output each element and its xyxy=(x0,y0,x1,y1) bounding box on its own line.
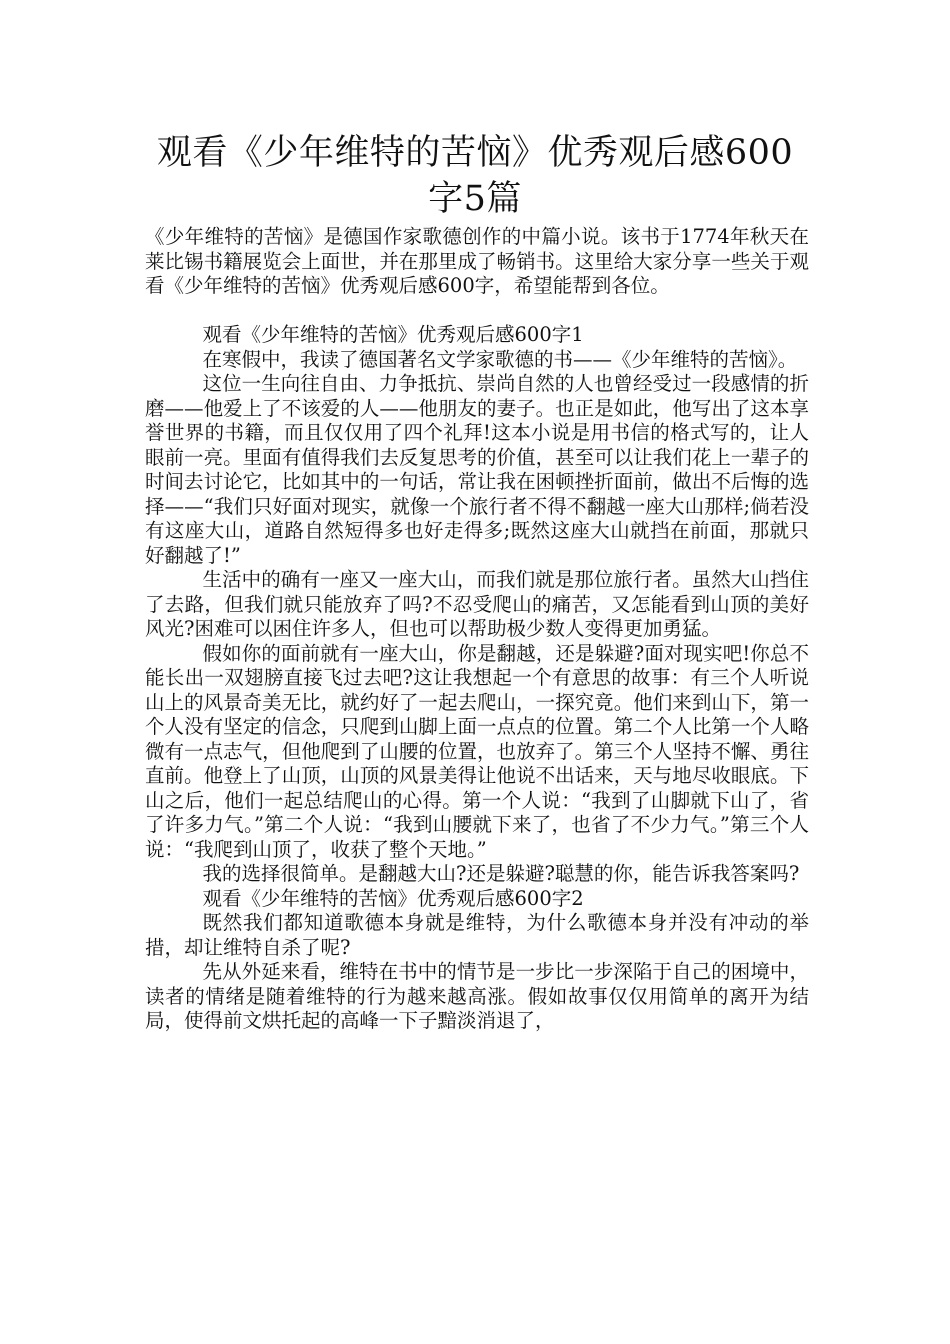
body-paragraph: 我的选择很简单。是翻越大山?还是躲避?聪慧的你，能告诉我答案吗? xyxy=(202,862,800,885)
section-heading-1: 观看《少年维特的苦恼》优秀观后感600字1 xyxy=(202,323,584,346)
body-paragraph: 假如你的面前就有一座大山，你是翻越，还是躲避?面对现实吧!你总不能长出一双翅膀直接飞过去吧?这让我想起一个有意思的故事：有三个人听说山上的风景奇美无比，就约好了一起去爬山，一探究竟。他们来到山下，第一个人没有坚定的信念，只爬到山脚上面一点点的位置。第二个人比第一个人略微有一点志气，但他爬到了山腰的位置，也放弃了。第三个人坚持不懈、勇往直前。他登上了山顶，山顶的风景美得让他说不出话来，天与地尽收眼底。下山之后，他们一起总结爬山的心得。第一个人说：“我到了山脚就下山了，省了许多力气。”第二个人说：“我到山腰就下来了，也省了不少力气。”第三个人说：“我爬到山顶了，收获了整个天地。” xyxy=(145,641,809,861)
body-paragraph: 既然我们都知道歌德本身就是维特，为什么歌德本身并没有冲动的举措，却让维特自杀了呢? xyxy=(145,911,809,959)
body-paragraph: 这位一生向往自由、力争抵抗、崇尚自然的人也曾经受过一段感情的折磨——他爱上了不该爱的人——他朋友的妻子。也正是如此，他写出了这本享誉世界的书籍，而且仅仅用了四个礼拜!这本小说是用书信的格式写的，让人眼前一亮。里面有值得我们去反复思考的价值，甚至可以让我们花上一辈子的时间去讨论它，比如其中的一句话，常让我在困顿挫折面前，做出不后悔的选择——“我们只好面对现实，就像一个旅行者不得不翻越一座大山那样;倘若没有这座大山，道路自然短得多也好走得多;既然这座大山就挡在前面，那就只好翻越了!” xyxy=(145,372,809,567)
body-paragraph: 生活中的确有一座又一座大山，而我们就是那位旅行者。虽然大山挡住了去路，但我们就只能放弃了吗?不忍受爬山的痛苦，又怎能看到山顶的美好风光?困难可以困住许多人，但也可以帮助极少数人变得更加勇猛。 xyxy=(145,568,809,640)
intro-paragraph: 《少年维特的苦恼》是德国作家歌德创作的中篇小说。该书于1774年秋天在莱比锡书籍展览会上面世，并在那里成了畅销书。这里给大家分享一些关于观看《少年维特的苦恼》优秀观后感600字，希望能帮到各位。 xyxy=(145,225,809,297)
section-heading-2: 观看《少年维特的苦恼》优秀观后感600字2 xyxy=(202,886,584,910)
body-paragraph: 在寒假中，我读了德国著名文学家歌德的书——《少年维特的苦恼》。 xyxy=(202,347,798,371)
body-paragraph: 先从外延来看，维特在书中的情节是一步比一步深陷于自己的困境中，读者的情绪是随着维特的行为越来越高涨。假如故事仅仅用简单的离开为结局，使得前文烘托起的高峰一下子黯淡消退了， xyxy=(145,960,809,1032)
document-body xyxy=(145,225,809,1034)
paragraph-spacer xyxy=(145,299,809,324)
document-title: 观看《少年维特的苦恼》优秀观后感600字5篇 xyxy=(156,133,794,219)
